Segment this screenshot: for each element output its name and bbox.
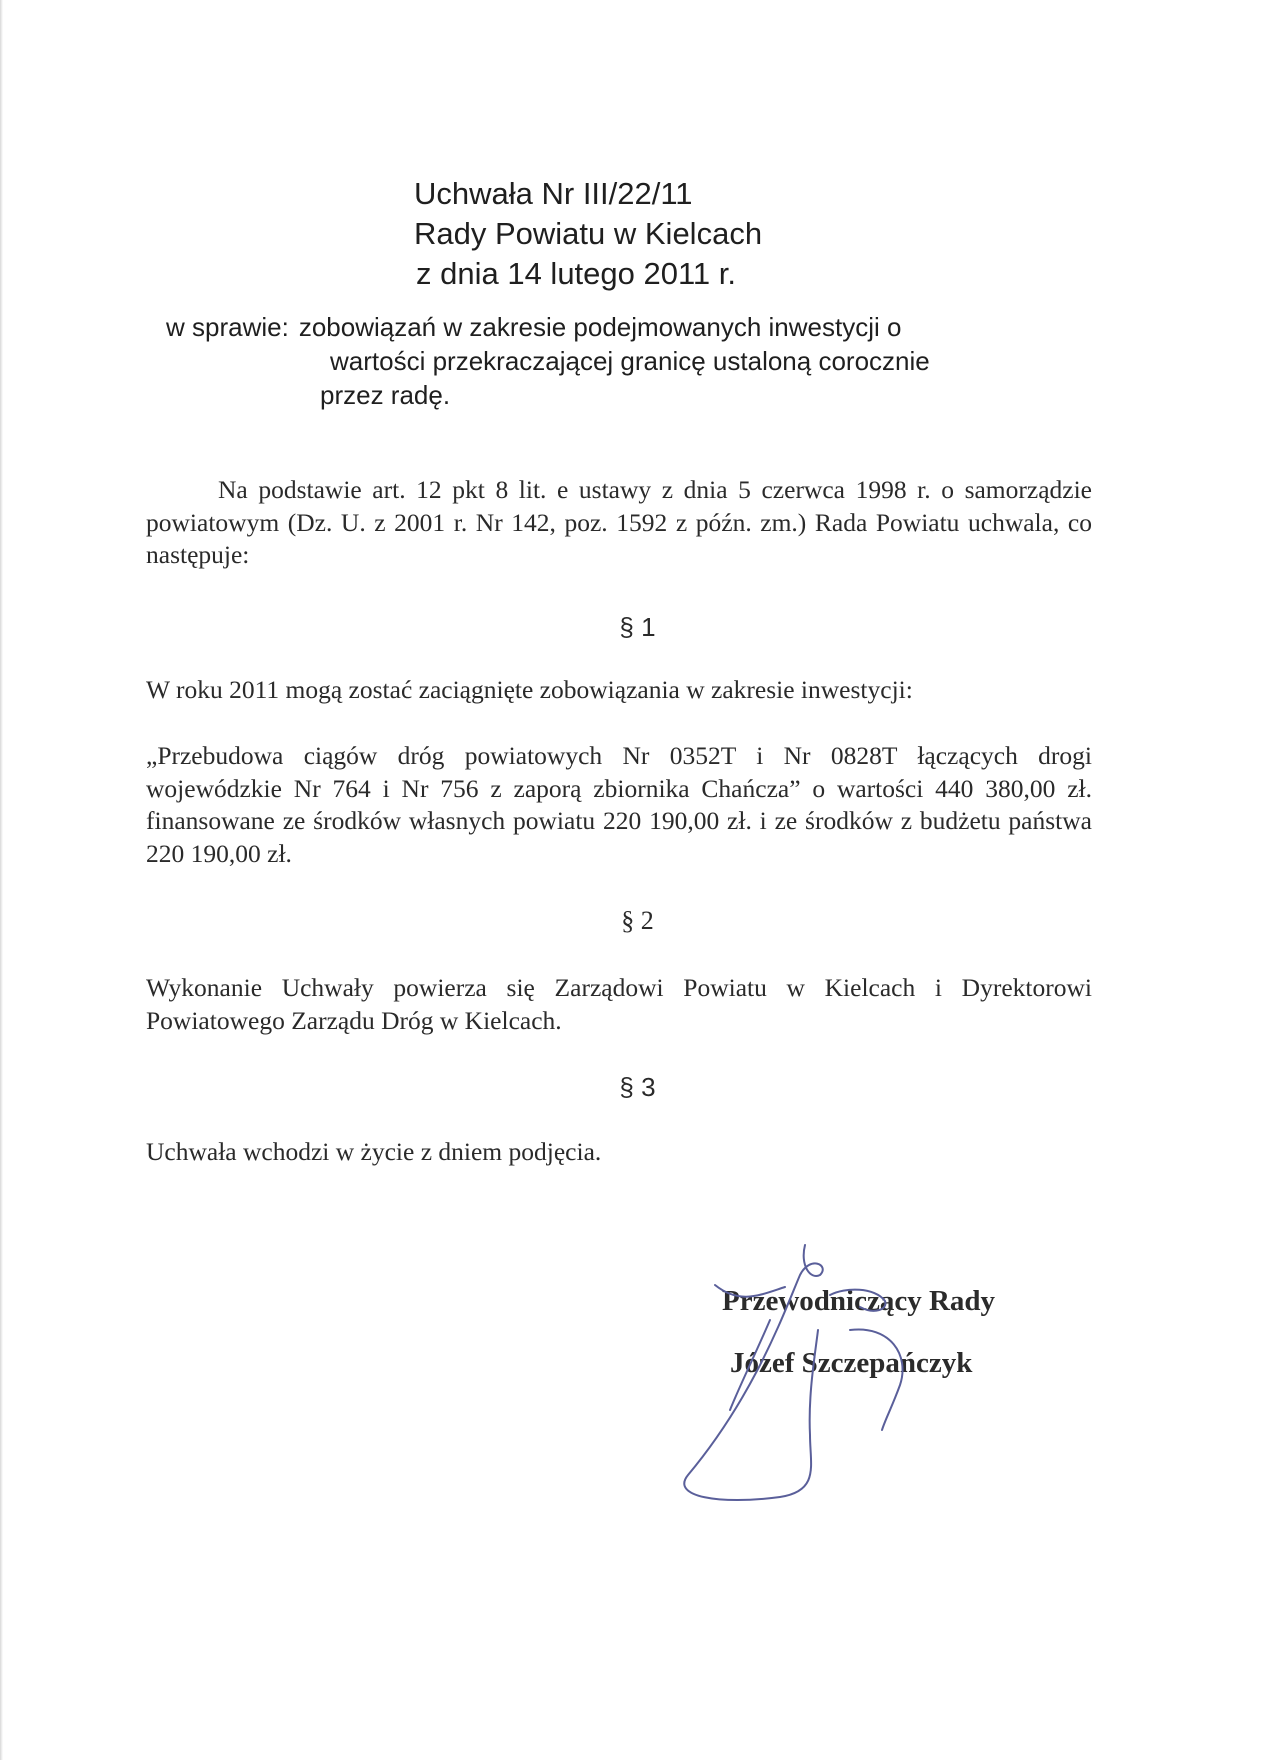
section-1-paragraph-2: „Przebudowa ciągów dróg powiatowych Nr 0352T i Nr 0828T łączących drogi wojewódzkie Nr 764 i Nr 756 z zaporą zbiornika Chańcza” o wartości 440 380,00 zł. finansowane ze środków własnych powiatu 220 190,00 zł. i ze środków z budżetu państwa 220 190,00 zł. <box>146 741 1092 868</box>
section-2-paragraph-1: Wykonanie Uchwały powierza się Zarządowi Powiatu w Kielcach i Dyrektorowi Powiatowego Zarządu Dróg w Kielcach. <box>146 973 1092 1035</box>
resolution-number: Uchwała Nr III/22/11 <box>414 176 693 211</box>
section-mark-2: § 2 <box>621 906 654 935</box>
preamble-paragraph: Na podstawie art. 12 pkt 8 lit. e ustawy z dnia 5 czerwca 1998 r. o samorządzie powiatowym (Dz. U. z 2001 r. Nr 142, poz. 1592 z późn. zm.) Rada Powiatu uchwala, co następuje: <box>146 475 1092 569</box>
section-3-paragraph-1: Uchwała wchodzi w życie z dniem podjęcia. <box>146 1137 602 1166</box>
council-name: Rady Powiatu w Kielcach <box>414 216 763 251</box>
resolution-date: z dnia 14 lutego 2011 r. <box>416 256 737 291</box>
section-mark-1: § 1 <box>619 612 656 642</box>
resolution-header <box>414 174 762 294</box>
subject-line-3: przez radę. <box>320 380 451 410</box>
section-mark-3: § 3 <box>619 1072 656 1102</box>
subject-line-2: wartości przekraczającej granicę ustaloną corocznie <box>330 346 930 376</box>
scan-edge <box>0 0 3 1760</box>
subject-line-1: zobowiązań w zakresie podejmowanych inwestycji o <box>298 312 902 342</box>
subject-label: w sprawie: <box>166 312 289 342</box>
subject-block <box>166 310 1116 412</box>
signatory-name: Józef Szczepańczyk <box>730 1347 973 1379</box>
handwritten-signature <box>660 1235 980 1515</box>
section-1-paragraph-1: W roku 2011 mogą zostać zaciągnięte zobowiązania w zakresie inwestycji: <box>146 675 913 704</box>
signatory-title: Przewodniczący Rady <box>722 1285 996 1317</box>
